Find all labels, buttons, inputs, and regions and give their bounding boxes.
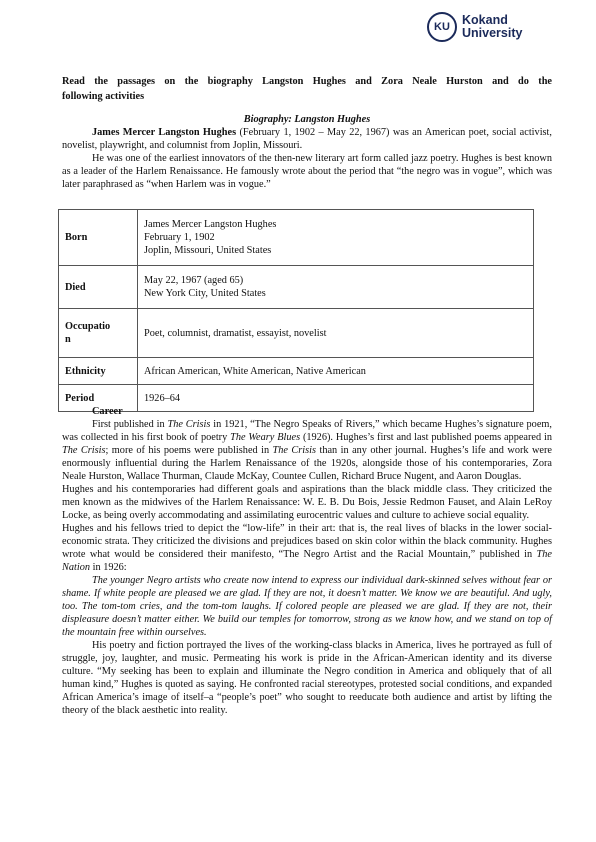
born-date: February 1, 1902 <box>144 232 215 243</box>
ethnicity-value: African American, White American, Native American <box>138 358 534 385</box>
died-place: New York City, United States <box>144 288 266 299</box>
logo-line-1: Kokand <box>462 13 508 27</box>
career-p3-a: Hughes and his fellows tried to depict the “low-life” in their art: that is, the real lives of blacks in the lower social-economic strata. They criticized the divisions and prejudices based on skin color within the black community. Hughes wrote what would be considered their manifesto, “The Negro Artist and the Racial Mountain,” published in <box>62 523 552 560</box>
instructions <box>62 74 552 104</box>
period-label: Period <box>59 385 138 412</box>
occupation-value: Poet, columnist, dramatist, essayist, novelist <box>138 309 534 358</box>
born-label: Born <box>59 210 138 266</box>
career-p1-d: ; more of his poems were published in <box>105 445 273 456</box>
university-logo <box>427 12 522 42</box>
book-title: The Weary Blues <box>230 432 301 443</box>
ethnicity-label: Ethnicity <box>59 358 138 385</box>
journal-title: The Crisis <box>62 445 106 456</box>
period-value: 1926–64 <box>138 385 534 412</box>
died-value <box>138 266 534 309</box>
career-p1-e: than in any other journal. Hughes’s life and work were enormously influential during the Harlem Renaissance of the 1920s, alongside those of his contemporaries, Zora Neale Hurston, Wallace Thurman, Claude McKay, Countee Cullen, Richard Bruce Nugent, and Aaron Douglas. <box>62 445 552 482</box>
career-p3-b: in 1926: <box>90 562 127 573</box>
logo-line-2: University <box>462 26 523 40</box>
ku-logo-icon: KU <box>427 12 457 42</box>
journal-title: The Crisis <box>167 419 211 430</box>
career-paragraph-2: Hughes and his contemporaries had different goals and aspirations than the black middle class. They criticized the men known as the midwives of the Harlem Renaissance: W. E. B. Du Bois, Jessie Redmon Fauset, and Alain LeRoy Locke, as being overly accommodating and assimilating eurocentric values and culture to achieve social equality. <box>62 484 552 521</box>
career-heading: Career <box>92 406 123 417</box>
career-paragraph-3 <box>62 522 552 574</box>
journal-title: The Crisis <box>272 445 317 456</box>
bio-paragraph-1-text: (February 1, 1902 – May 22, 1967) was an American poet, social activist, novelist, playwright, and columnist from Joplin, Missouri. <box>62 127 552 151</box>
born-name: James Mercer Langston Hughes <box>144 219 277 230</box>
table-row <box>59 210 534 266</box>
career-p1-c: (1926). Hughes’s first and last published poems appeared in <box>300 432 552 443</box>
instructions-line-2: following activities <box>62 91 145 102</box>
biography-intro <box>62 113 552 191</box>
career-paragraph-4: His poetry and fiction portrayed the lives of the working-class blacks in America, lives he portrayed as full of struggle, joy, laughter, and music. Permeating his work is pride in the African-American identity and its diverse culture. “My seeking has been to explain and illuminate the Negro condition in America and obliquely that of all human kind,” Hughes is quoted as saying. He confronted racial stereotypes, protested social conditions, and expanded African America’s image of itself–a “people’s poet” who sought to reeducate both audience and artist by lifting the theory of the black aesthetic into reality. <box>62 640 552 716</box>
magazine-title: The Nation <box>62 549 552 573</box>
biography-title: Biography: Langston Hughes <box>243 114 371 125</box>
born-value <box>138 210 534 266</box>
career-p1-a: First published in <box>92 419 168 430</box>
career-paragraph-1 <box>62 418 552 483</box>
logo-text <box>462 14 522 40</box>
bio-paragraph-2: He was one of the earliest innovators of the then-new literary art form called jazz poetry. Hughes is best known as a leader of the Harlem Renaissance. He famously wrote about the period that “the negro was in vogue”, which was later paraphrased as “when Harlem was in vogue.” <box>62 153 552 190</box>
manifesto-quote: The younger Negro artists who create now intend to express our individual dark-skinned selves without fear or shame. If white people are pleased we are glad. If they are not, it doesn’t matter. We know we are beautiful. And ugly, too. The tom-tom cries, and the tom-tom laughs. If colored people are pleased we are glad. If they are not, their displeasure doesn’t matter either. We build our temples for tomorrow, strong as we know how, and we stand on top of the mountain free within ourselves. <box>62 575 552 638</box>
table-row <box>59 358 534 385</box>
instructions-line-1: Read the passages on the biography Langston Hughes and Zora Neale Hurston and do the <box>62 76 552 87</box>
died-label: Died <box>59 266 138 309</box>
career-section <box>62 405 552 717</box>
born-place: Joplin, Missouri, United States <box>144 245 272 256</box>
bio-full-name: James Mercer Langston Hughes <box>92 127 237 138</box>
occupation-label-line-1: Occupatio <box>65 321 111 332</box>
table-row <box>59 309 534 358</box>
career-p1-b: in 1921, “The Negro Speaks of Rivers,” which became Hughes’s signature poem, was collected in his first book of poetry <box>62 419 552 443</box>
infobox-table <box>58 209 534 412</box>
occupation-label-line-2: n <box>65 334 71 345</box>
occupation-label <box>59 309 138 358</box>
bio-paragraph-1 <box>62 126 552 152</box>
died-date: May 22, 1967 (aged 65) <box>144 275 244 286</box>
table-row <box>59 266 534 309</box>
